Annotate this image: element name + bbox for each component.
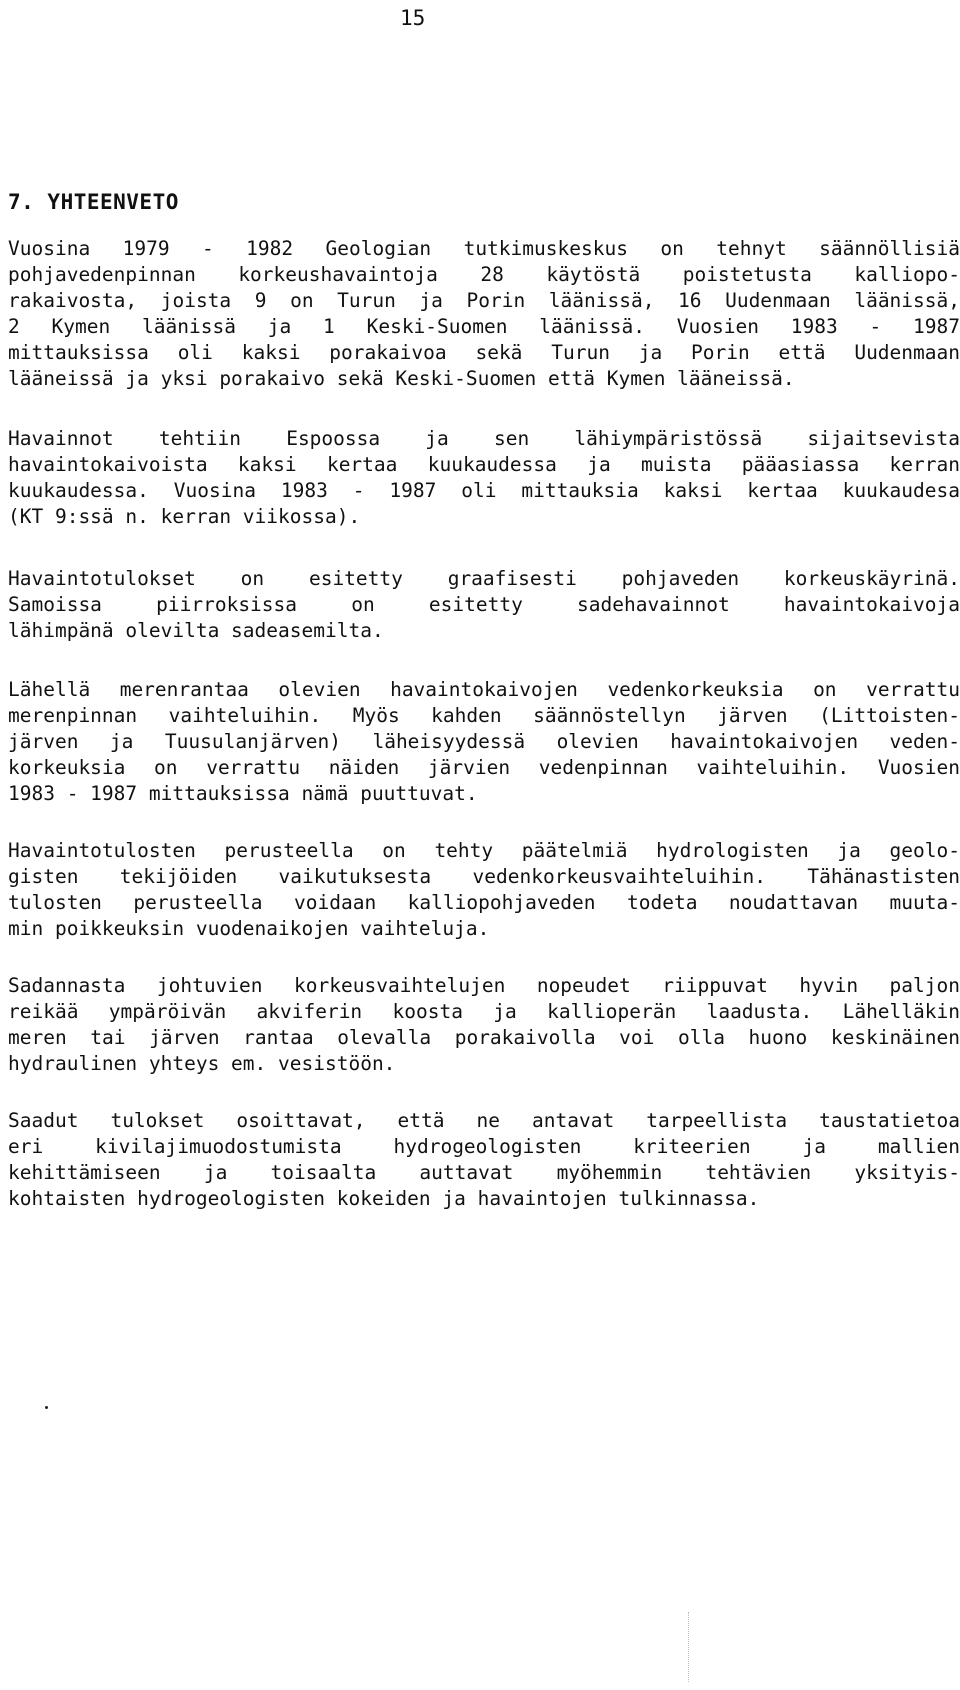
text-line: tulosten perusteella voidaan kalliopohjaveden todeta noudattavan muuta- [8, 891, 960, 914]
scan-mark [688, 1612, 690, 1682]
text-line: Havainnot tehtiin Espoossa ja sen lähiympäristössä sijaitsevista [8, 427, 960, 450]
text-line: pohjavedenpinnan korkeushavaintoja 28 käytöstä poistetusta kalliopo- [8, 263, 960, 286]
text-line: Vuosina 1979 - 1982 Geologian tutkimuskeskus on tehnyt säännöllisiä [8, 237, 960, 260]
text-line: Saadut tulokset osoittavat, että ne antavat tarpeellista taustatietoa [8, 1109, 960, 1132]
text-line: merenpinnan vaihteluihin. Myös kahden säännöstellyn järven (Littoisten- [8, 704, 960, 727]
text-line: Sadannasta johtuvien korkeusvaihtelujen nopeudet riippuvat hyvin paljon [8, 974, 960, 997]
paragraph-2 [8, 426, 960, 530]
text-line: gisten tekijöiden vaikutuksesta vedenkorkeusvaihteluihin. Tähänastisten [8, 865, 960, 888]
text-line: Havaintotulosten perusteella on tehty päätelmiä hydrologisten ja geolo- [8, 839, 960, 862]
paragraph-4 [8, 677, 960, 807]
text-line: kuukaudessa. Vuosina 1983 - 1987 oli mittauksia kaksi kertaa kuukaudesa [8, 479, 960, 502]
text-line: kehittämiseen ja toisaalta auttavat myöhemmin tehtävien yksityis- [8, 1161, 960, 1184]
text-line: Samoissa piirroksissa on esitetty sadehavainnot havaintokaivoja [8, 593, 960, 616]
text-line: korkeuksia on verrattu näiden järvien vedenpinnan vaihteluihin. Vuosien [8, 756, 960, 779]
text-line: reikää ympäröivän akviferin koosta ja kallioperän laadusta. Lähelläkin [8, 1000, 960, 1023]
text-line: kohtaisten hydrogeologisten kokeiden ja havaintojen tulkinnassa. [8, 1187, 760, 1210]
text-line: meren tai järven rantaa olevalla porakaivolla voi olla huono keskinäinen [8, 1026, 960, 1049]
text-line: eri kivilajimuodostumista hydrogeologisten kriteerien ja mallien [8, 1135, 960, 1158]
text-line: 1983 - 1987 mittauksissa nämä puuttuvat. [8, 782, 478, 805]
text-line: mittauksissa oli kaksi porakaivoa sekä Turun ja Porin että Uudenmaan [8, 341, 960, 364]
text-line: lähimpänä olevilta sadeasemilta. [8, 619, 384, 642]
paragraph-1 [8, 236, 960, 392]
text-line: (KT 9:ssä n. kerran viikossa). [8, 505, 361, 528]
text-line: 2 Kymen läänissä ja 1 Keski-Suomen läänissä. Vuosien 1983 - 1987 [8, 315, 960, 338]
paragraph-3 [8, 566, 960, 644]
section-heading: 7. YHTEENVETO [8, 190, 179, 214]
page-number: 15 [400, 6, 426, 30]
text-line: hydraulinen yhteys em. vesistöön. [8, 1052, 396, 1075]
text-line: rakaivosta, joista 9 on Turun ja Porin läänissä, 16 Uudenmaan läänissä, [8, 289, 960, 312]
text-line: Lähellä merenrantaa olevien havaintokaivojen vedenkorkeuksia on verrattu [8, 678, 960, 701]
text-line: Havaintotulokset on esitetty graafisesti pohjaveden korkeuskäyrinä. [8, 567, 960, 590]
text-line: lääneissä ja yksi porakaivo sekä Keski-Suomen että Kymen lääneissä. [8, 367, 795, 390]
text-line: järven ja Tuusulanjärven) läheisyydessä olevien havaintokaivojen veden- [8, 730, 960, 753]
scan-speck [45, 1406, 48, 1409]
text-line: min poikkeuksin vuodenaikojen vaihteluja. [8, 917, 490, 940]
paragraph-6 [8, 973, 960, 1077]
paragraph-5 [8, 838, 960, 942]
text-line: havaintokaivoista kaksi kertaa kuukaudessa ja muista pääasiassa kerran [8, 453, 960, 476]
paragraph-7 [8, 1108, 960, 1212]
